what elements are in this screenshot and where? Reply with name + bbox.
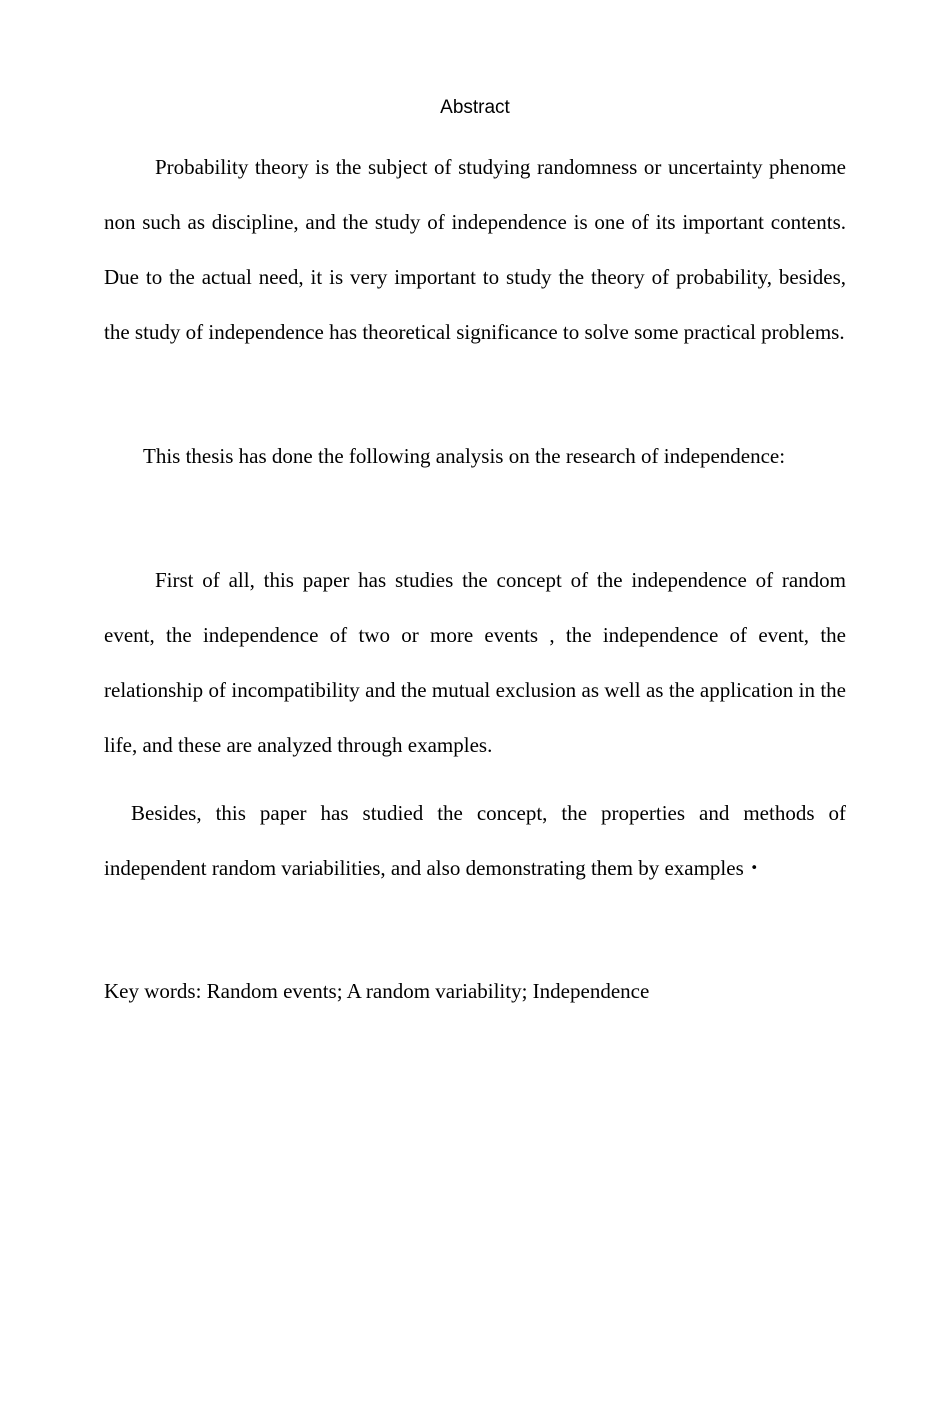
abstract-paragraph-1: Probability theory is the subject of studying randomness or uncertainty phenome non such as discipline, and the study of independence is one of its important contents. Due to the actual need, it is very important to study the theory of probability, besides, the study of independence has theoretical significance to solve some practical problems. [104, 155, 846, 344]
abstract-paragraph-4: Besides, this paper has studied the concept, the properties and methods of independent random variabilities, and also demonstrating them by examples・ [104, 801, 846, 880]
abstract-paragraph-2: This thesis has done the following analysis on the research of independence: [143, 444, 786, 468]
abstract-title: Abstract [440, 97, 510, 118]
abstract-paragraph-3: First of all, this paper has studies the concept of the independence of random event, the independence of two or more events , the independence of event, the relationship of incompatibility and the mutual exclusion as well as the application in the life, and these are analyzed through examples. [104, 568, 846, 757]
keywords-line: Key words: Random events; A random variability; Independence [104, 979, 650, 1003]
